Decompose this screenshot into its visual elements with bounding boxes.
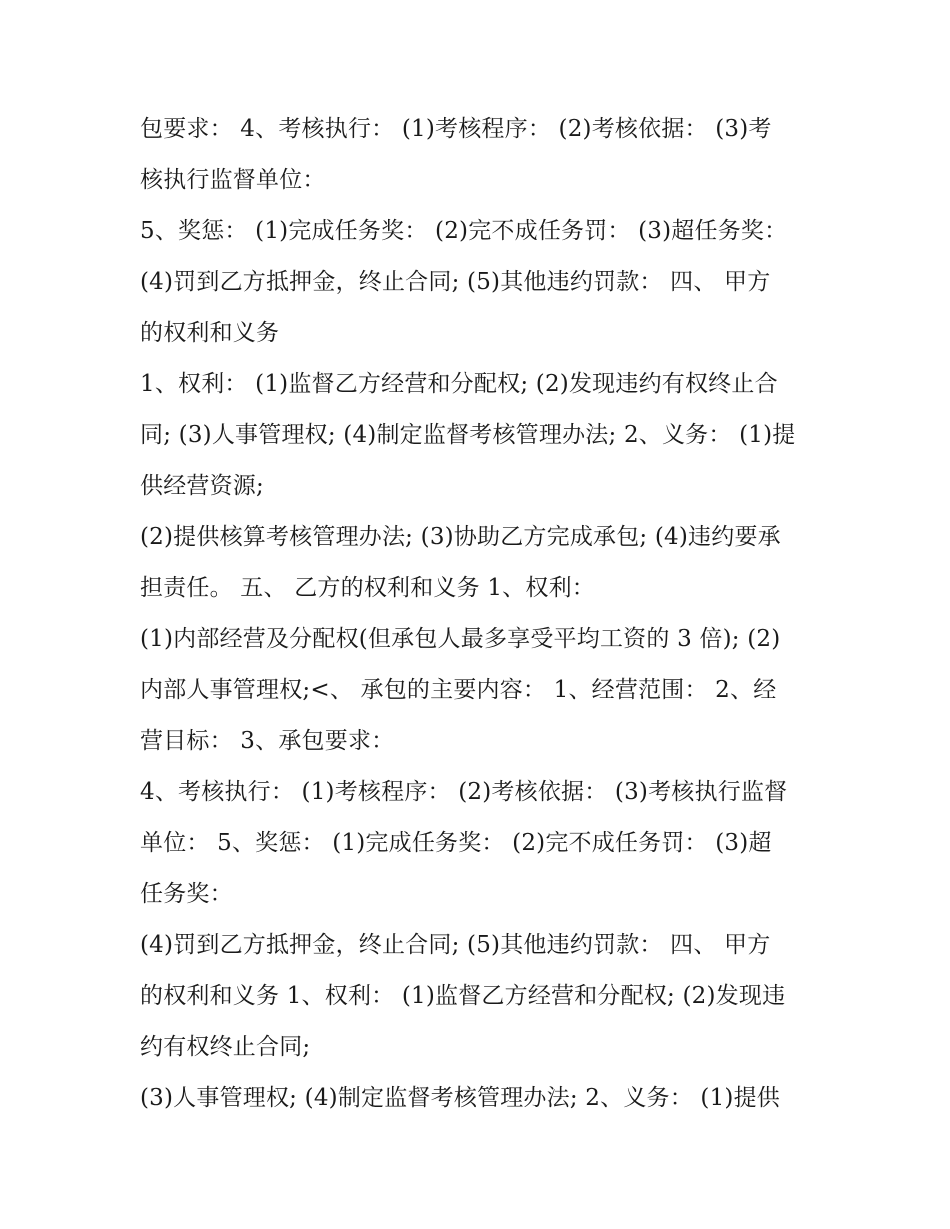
text-line-14: 4、考核执行： (1)考核程序： (2)考核依据： (3)考核执行监督 bbox=[140, 779, 788, 805]
text-line-6: 1、权利： (1)监督乙方经营和分配权; (2)发现违约有权终止合 bbox=[140, 371, 778, 397]
text-line-4: (4)罚到乙方抵押金，终止合同; (5)其他违约罚款： 四、 甲方 bbox=[140, 269, 771, 295]
text-line-11: (1)内部经营及分配权(但承包人最多享受平均工资的 3 倍); (2) bbox=[140, 626, 781, 652]
text-line-18: 的权利和义务 1、权利： (1)监督乙方经营和分配权; (2)发现违 bbox=[140, 983, 786, 1009]
text-line-5: 的权利和义务 bbox=[140, 320, 280, 346]
text-line-15: 单位： 5、奖惩： (1)完成任务奖： (2)完不成任务罚： (3)超 bbox=[140, 830, 772, 856]
document-body bbox=[140, 104, 820, 1124]
text-line-1: 包要求： 4、考核执行： (1)考核程序： (2)考核依据： (3)考 bbox=[140, 116, 772, 142]
text-line-8: 供经营资源; bbox=[140, 473, 264, 499]
text-line-10: 担责任。 五、 乙方的权利和义务 1、权利： bbox=[140, 575, 595, 601]
text-line-17: (4)罚到乙方抵押金，终止合同; (5)其他违约罚款： 四、 甲方 bbox=[140, 932, 771, 958]
text-line-7: 同; (3)人事管理权; (4)制定监督考核管理办法; 2、义务： (1)提 bbox=[140, 422, 796, 448]
text-line-16: 任务奖： bbox=[140, 881, 233, 907]
text-line-3: 5、奖惩： (1)完成任务奖： (2)完不成任务罚： (3)超任务奖： bbox=[140, 218, 788, 244]
text-line-13: 营目标： 3、承包要求： bbox=[140, 728, 395, 754]
text-line-12: 内部人事管理权;<、 承包的主要内容： 1、经营范围： 2、经 bbox=[140, 677, 777, 703]
text-line-19: 约有权终止合同; bbox=[140, 1034, 311, 1060]
text-line-20: (3)人事管理权; (4)制定监督考核管理办法; 2、义务： (1)提供 bbox=[140, 1085, 781, 1111]
text-line-9: (2)提供核算考核管理办法; (3)协助乙方完成承包; (4)违约要承 bbox=[140, 524, 781, 550]
text-line-2: 核执行监督单位： bbox=[140, 167, 326, 193]
